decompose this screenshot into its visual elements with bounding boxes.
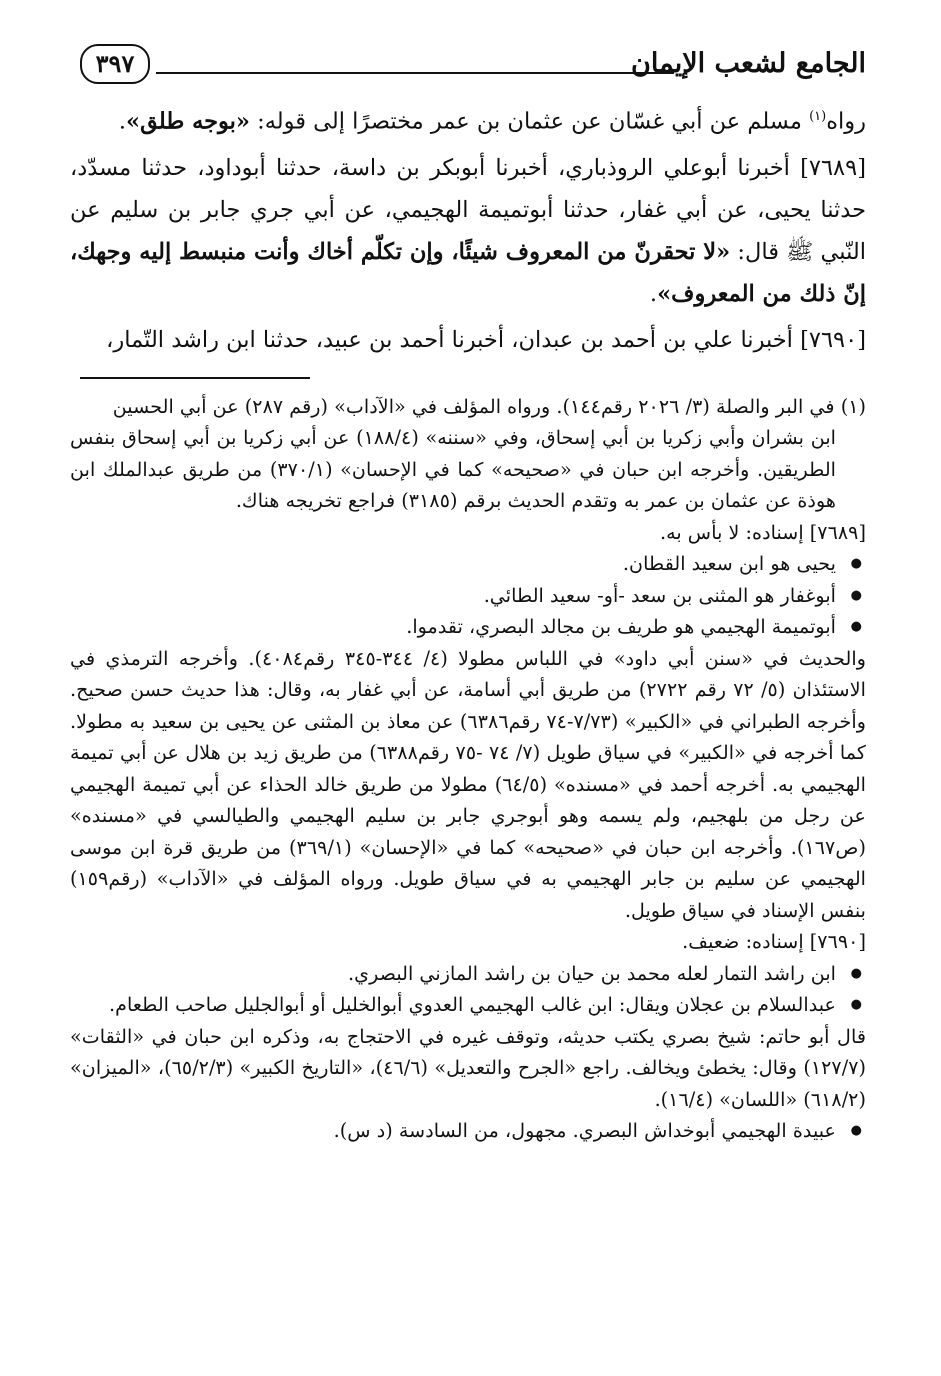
riwayah-end: . bbox=[118, 108, 127, 135]
header-rule bbox=[156, 72, 674, 74]
isnad-7690: [٧٦٩٠] إسناده: ضعيف. bbox=[682, 930, 866, 953]
footnote-separator bbox=[80, 377, 310, 379]
book-page bbox=[70, 38, 866, 1147]
footnote-ref: (١) bbox=[809, 109, 827, 124]
isnad-7689: [٧٦٨٩] إسناده: لا بأس به. bbox=[659, 520, 866, 544]
hadith-7689 bbox=[70, 147, 866, 315]
list-item: ● يحيى هو ابن سعيد القطان. bbox=[70, 548, 866, 580]
footnotes bbox=[70, 391, 866, 1147]
hadith-7690: [٧٦٩٠] أخبرنا علي بن أحمد بن عبدان، أخبرنا أحمد بن عبيد، حدثنا ابن راشد التّمار، bbox=[106, 326, 866, 353]
narrators-list-last bbox=[70, 1115, 866, 1147]
takhrij-7689: والحديث في «سنن أبي داود» في اللباس مطولا (٤/ ٣٤٤-٣٤٥ رقم٤٠٨٤). وأخرجه الترمذي في الاستئذان (٥/ ٧٢ رقم ٢٧٢٢) من طريق أبي أسامة، عن أبي غفار به، وقال: هذا حديث حسن صحيح. وأخرجه الطبراني في «الكبير» (٧/٧٣-٧٤ رقم٦٣٨٦) عن معاذ بن المثنى عن يحيى بن سعيد به مطولا. كما أخرجه في «الكبير» في سياق طويل (٧/ ٧٤ -٧٥ رقم٦٣٨٨) من طريق زيد بن هلال عن أبي تميمة الهجيمي به. أخرجه أحمد في «مسنده» (٦٤/٥) مطولا من طريق خالد الحذاء عن أبي تميمة الهجيمي عن رجل من بلهجيم، ولم يسمه وهو أبوجري جابر بن سليم الهجيمي والطيالسي في «مسنده» (ص١٦٧). وأخرجه ابن حبان في «صحيحه» كما في «الإحسان» (٣٦٩/١) من طريق قرة ابن موسى الهجيمي عن سليم بن جابر الهجيمي به في سياق طويل. ورواه المؤلف في «الآداب» (رقم١٥٩) بنفس الإسناد في سياق طويل. bbox=[70, 646, 866, 922]
hadith-7689-matn: «لا تحقرنّ من المعروف شيئًا، وإن تكلّم أخاك وأنت منبسط إليه وجهك، إنّ ذلك من المعروف» bbox=[70, 238, 866, 307]
list-item: ● أبوغفار هو المثنى بن سعد -أو- سعيد الطائي. bbox=[70, 580, 866, 612]
hadith-7689-end: . bbox=[649, 280, 658, 307]
paragraph-riwayah bbox=[70, 96, 866, 143]
footnote-1-body: ابن بشران وأبي زكريا بن أبي إسحاق، وفي «سننه» (١٨٨/٤) عن أبي زكريا بن أبي إسحاق بنفس الطريقين. وأخرجه ابن حبان في «صحيحه» كما في الإحسان» (٣٧٠/١) من طريق عبدالملك ابن هوذة عن عثمان بن عمر به وتقدم الحديث برقم (٣١٨٥) فراجع تخريجه هناك. bbox=[70, 426, 836, 512]
riwayah-lead: رواه bbox=[826, 108, 866, 135]
page-number: ٣٩٧ bbox=[80, 44, 150, 84]
abu-hatim-note: قال أبو حاتم: شيخ بصري يكتب حديثه، وتوقف غيره في الاحتجاج به، وذكره ابن حبان في «الثقات» (١٢٧/٧) وقال: يخطئ ويخالف. راجع «الجرح والتعديل» (٤٦/٦)، «التاريخ الكبير» (٦٥/٢/٣)، «الميزان» (٦١٨/٢) «اللسان» (١٦/٤). bbox=[70, 1024, 867, 1111]
list-item: ● عبدالسلام بن عجلان ويقال: ابن غالب الهجيمي العدوي أبوالخليل أو أبوالجليل صاحب الطعام. bbox=[70, 989, 866, 1021]
main-text bbox=[70, 96, 866, 361]
narrators-list-7690 bbox=[70, 958, 866, 1021]
list-item: ● ابن راشد التمار لعله محمد بن حيان بن راشد المازني البصري. bbox=[70, 958, 866, 990]
hadith-7689-isnad: [٧٦٨٩] أخبرنا أبوعلي الروذباري، أخبرنا أبوبكر بن داسة، حدثنا أبوداود، حدثنا مسدّد، حدثنا يحيى، عن أبي غفار، حدثنا أبوتميمة الهجيمي، عن أبي جري جابر بن سليم عن النّبي ﷺ قال: bbox=[70, 154, 866, 265]
footnote-1-first-line: (١) في البر والصلة (٣/ ٢٠٢٦ رقم١٤٤). ورواه المؤلف في «الآداب» (رقم ٢٨٧) عن أبي الحسين bbox=[112, 394, 866, 418]
list-item: ● أبوتميمة الهجيمي هو طريف بن مجالد البصري، تقدموا. bbox=[70, 611, 866, 643]
page-header bbox=[70, 38, 866, 96]
riwayah-quote: «بوجه طلق» bbox=[126, 108, 250, 135]
running-title: الجامع لشعب الإيمان bbox=[631, 48, 866, 79]
narrators-list-7689 bbox=[70, 548, 866, 643]
list-item: ● عبيدة الهجيمي أبوخداش البصري. مجهول، من السادسة (د س). bbox=[70, 1115, 866, 1147]
riwayah-text: مسلم عن أبي غسّان عن عثمان بن عمر مختصرًا إلى قوله: bbox=[249, 108, 810, 135]
